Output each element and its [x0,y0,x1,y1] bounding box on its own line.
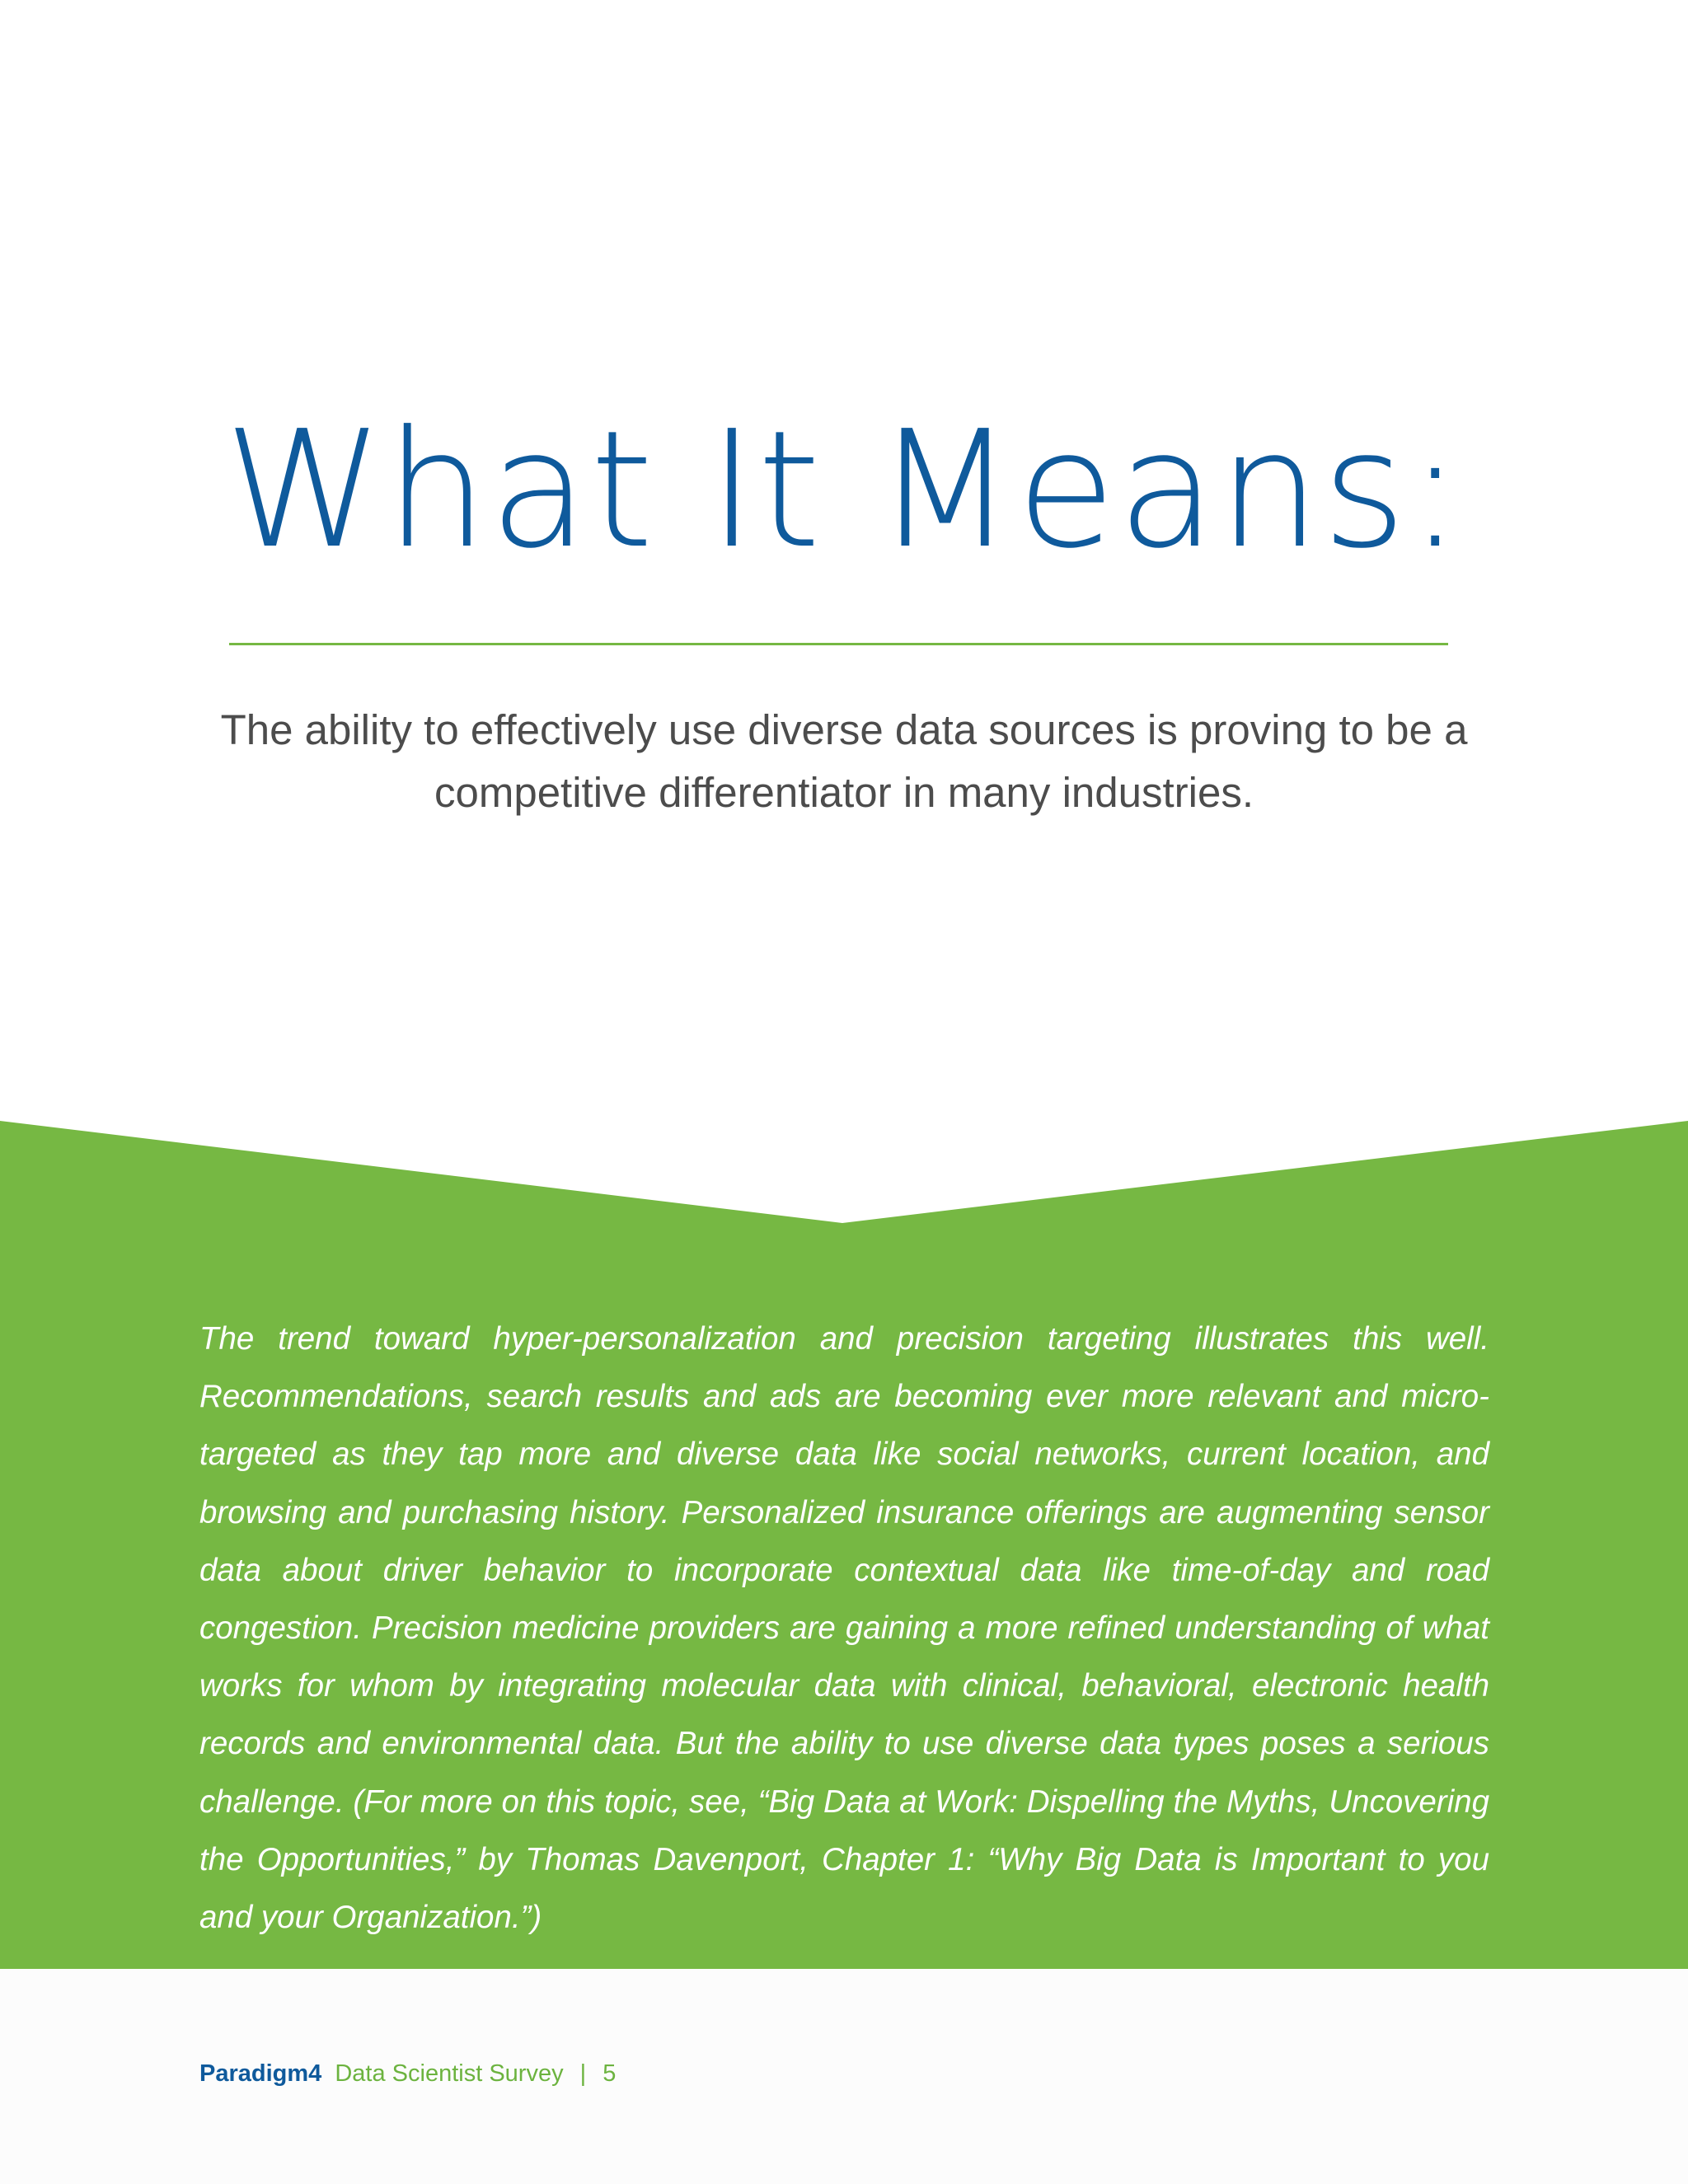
page-title: What It Means: [223,396,1465,584]
footer-brand: Paradigm4 [199,2060,322,2087]
footer-document-title: Data Scientist Survey [335,2060,564,2087]
title-divider [229,643,1448,645]
page-footer [199,2057,616,2090]
page-subtitle: The ability to effectively use diverse data sources is proving to be a competitive differentiator in many industries. [220,706,1468,816]
footer-separator: | [579,2060,587,2087]
body-paragraph: The trend toward hyper-personalization and precision targeting illustrates this well. Recommendations, search results and ads are becoming ever more relevant and micro-targeted as they tap more and diverse data like social networks, current location, and browsing and purchasing history. Personalized insurance offerings are augmenting sensor data about driver behavior to incorporate contextual data like time-of-day and road congestion. Precision medicine providers are gaining a more refined understanding of what works for whom by integrating molecular data with clinical, behavioral, electronic health records and environmental data. But the ability to use diverse data types poses a serious challenge. (For more on this topic, see, “Big Data at Work: Dispelling the Myths, Uncovering the Opportunities,” by Thomas Davenport, Chapter 1: “Why Big Data is Important to you and your Organization.”) [199,1321,1489,1936]
page-number: 5 [603,2060,617,2087]
